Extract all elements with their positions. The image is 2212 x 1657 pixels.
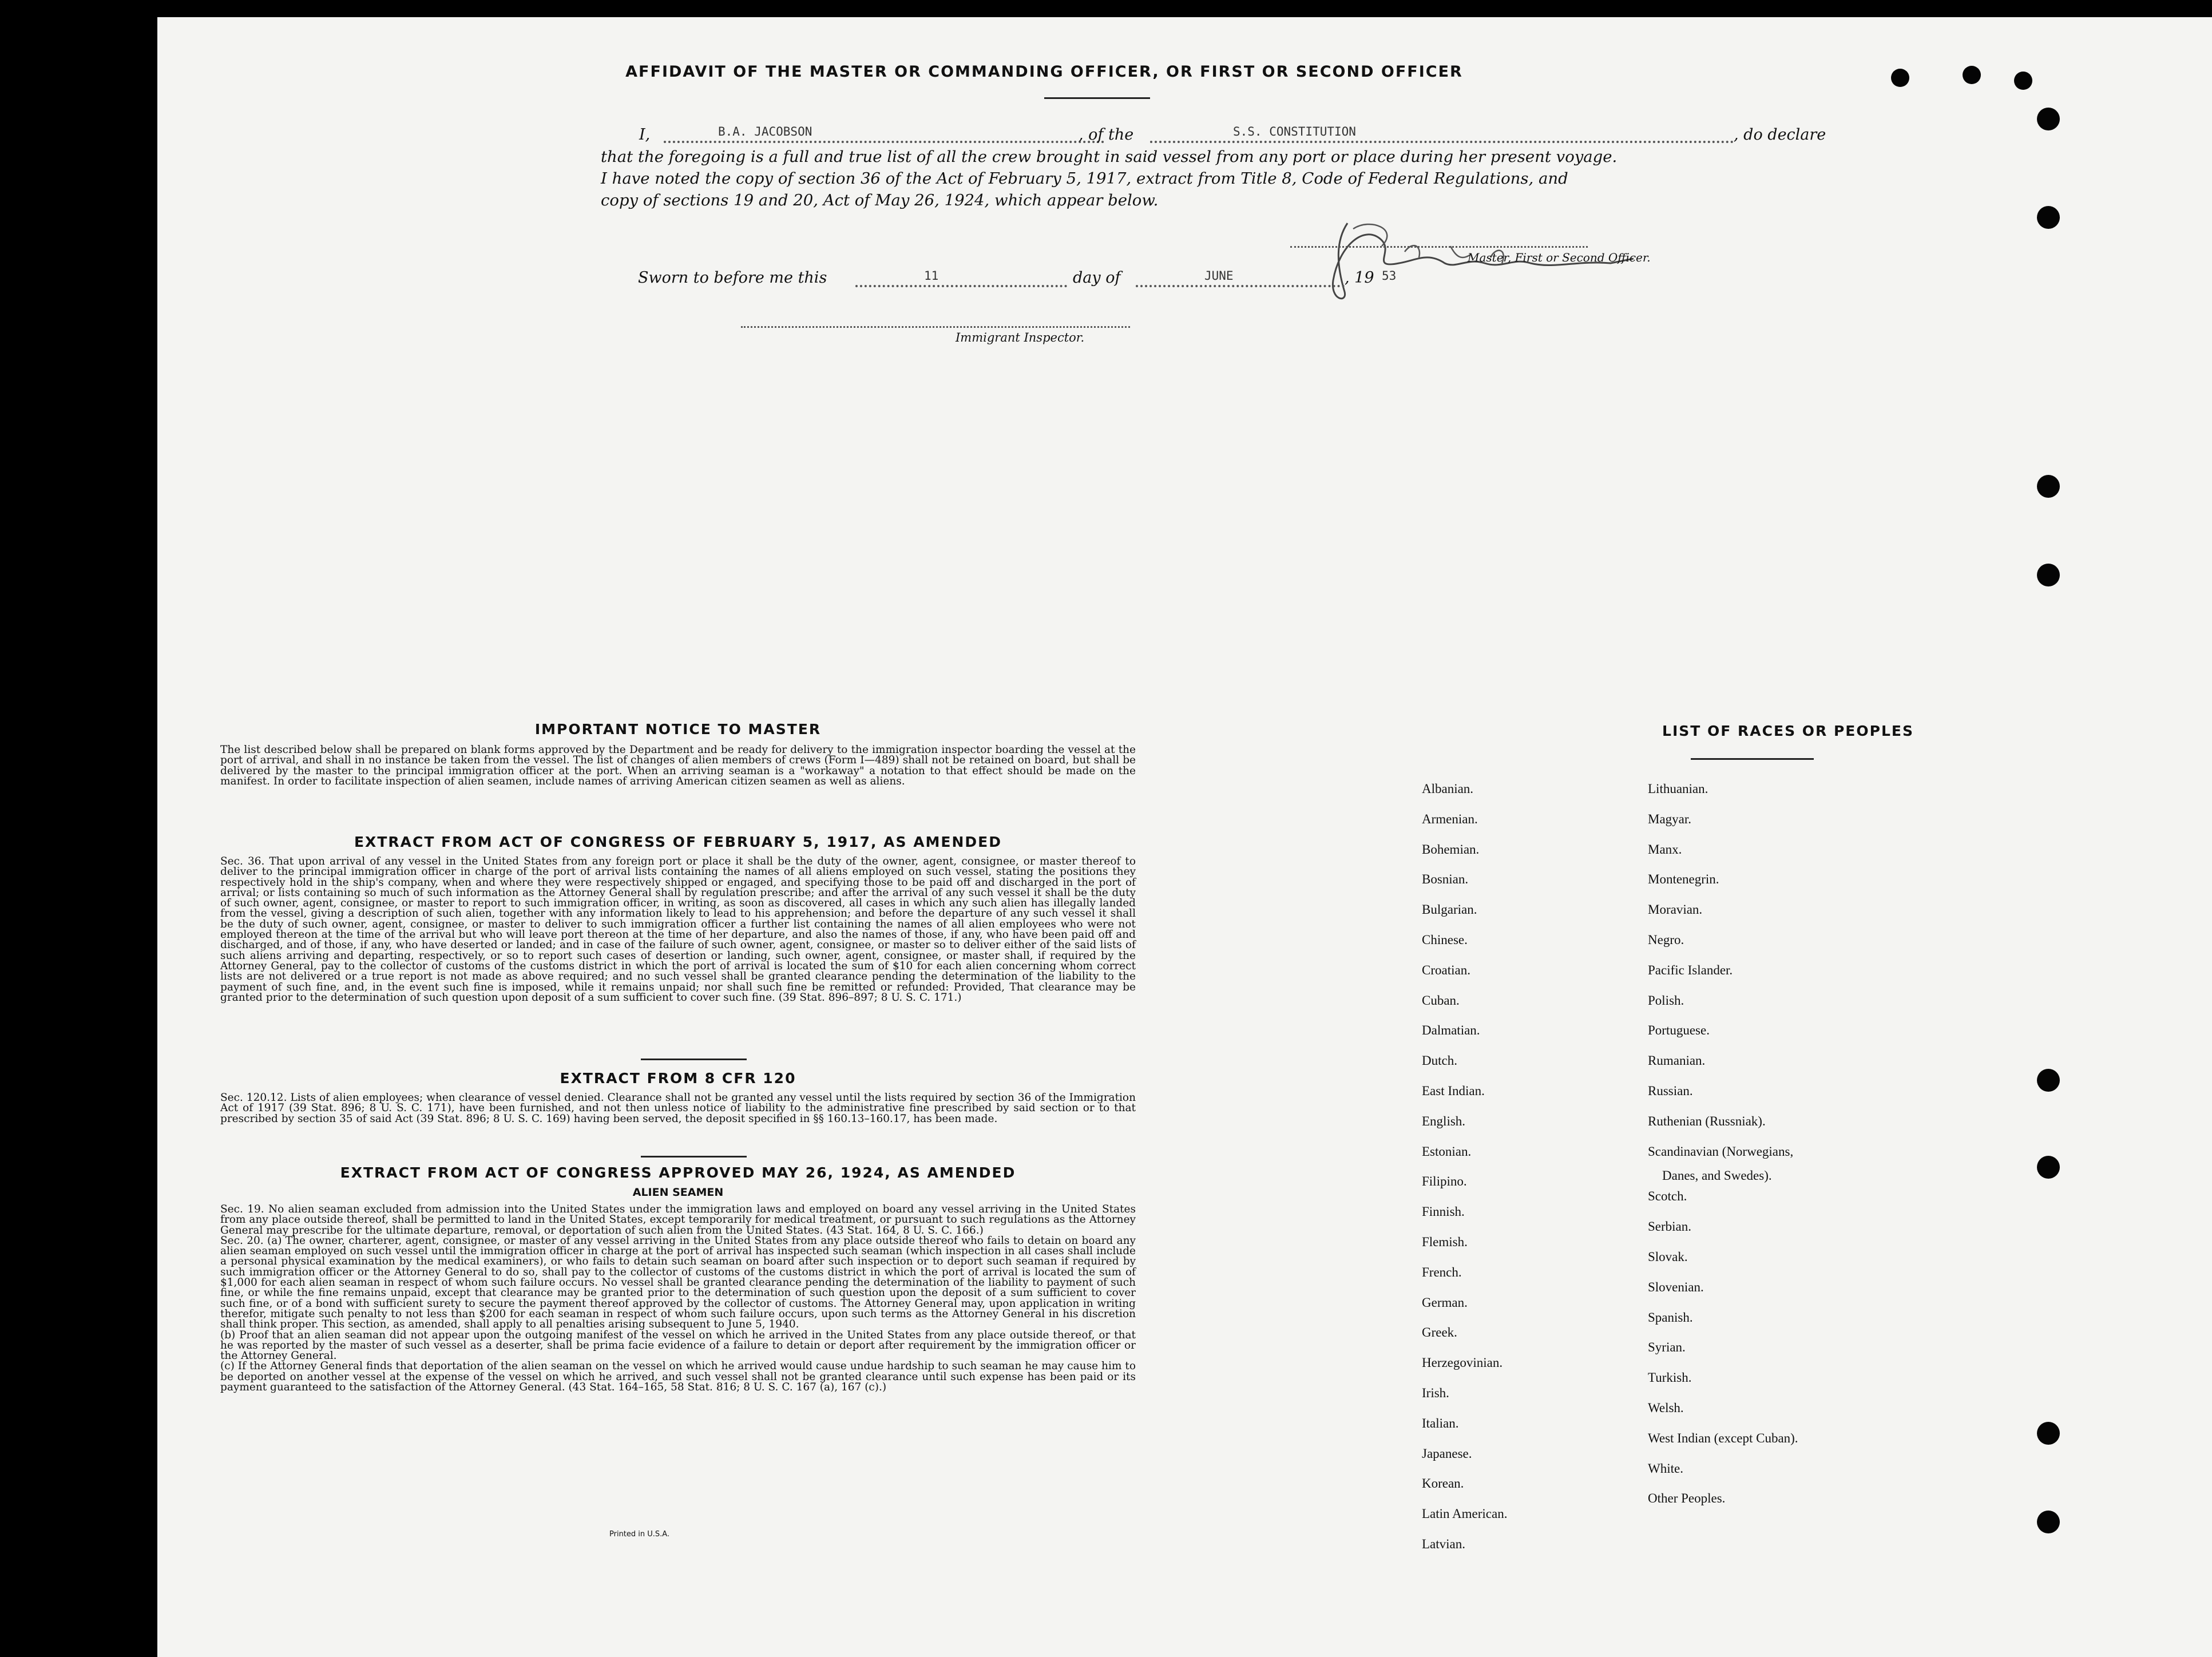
race-item: French. (1422, 1264, 1462, 1279)
punch-hole (2037, 1511, 2060, 1533)
divider-2 (641, 1156, 747, 1157)
punch-hole (2037, 564, 2060, 586)
race-item: Flemish. (1422, 1235, 1468, 1249)
punch-hole (2014, 72, 2032, 90)
race-item: Armenian. (1422, 811, 1478, 826)
sec-20b-text: (b) Proof that an alien seaman did not appear upon the outgoing manifest of the vessel on which he arrived in the United States from any place outside thereof, or that he was reported by the master of such vessel as a deserter, shall be prima facie evidence of a failure to detain or deport after requirement by the immigration officer or the Attorney General. (220, 1329, 1136, 1362)
punch-hole (2037, 206, 2060, 229)
signature-caption: Master, First or Second Officer. (1468, 251, 1651, 264)
race-item: Japanese. (1422, 1446, 1472, 1461)
affidavit-line-2: that the foregoing is a full and true list of all the crew brought in said vessel from any port or place during her present voyage. (601, 148, 1618, 166)
race-item: White. (1648, 1461, 1683, 1476)
sworn-year: 53 (1382, 269, 1397, 283)
race-item: Greek. (1422, 1325, 1457, 1340)
inspector-line (741, 326, 1130, 328)
alien-seamen-subtitle: ALIEN SEAMEN (632, 1186, 724, 1199)
race-item: Latin American. (1422, 1507, 1508, 1521)
extract-cfr-title: EXTRACT FROM 8 CFR 120 (560, 1070, 796, 1087)
sec-20a-text: Sec. 20. (a) The owner, charterer, agent, consignee, or master of any vessel arriving in the United States from any place outside thereof who fails to detain on board any alien seaman employed on such vessel until the immigration officer in charge at the port of arrival has inspected such seaman (which inspection in all cases shall include a personal physical examination by the medical examiners), or who fails to detain such seaman on board after such inspection or to deport such seaman if required by such immigration officer or the Attorney General to do so, shall pay to the collector of customs of the customs district in which the port of arrival is located the sum of $1,000 for each alien seaman in respect of whom such failure occurs. No vessel shall be granted clearance pending the determination of the liability to payment of such fine, or while the fine remains unpaid, except that clearance may be granted prior to the determination of such question upon the deposit of a sum sufficient to cover such fine, or of a bond with sufficient surety to secure the payment thereof approved by the collector of customs. The Attorney General may, upon application in writing therefor, mitigate such penalty to not less than $200 for each seaman in respect of whom such failure occurs, upon such terms as the Attorney General in his discretion shall think proper. This section, as amended, shall apply to all penalties arising subsequent to June 5, 1940. (220, 1234, 1136, 1331)
race-item: Estonian. (1422, 1144, 1472, 1159)
extract-cfr-text: Sec. 120.12. Lists of alien employees; when clearance of vessel denied. Clearance shall not be granted any vessel until the lists required by section 36 of the Immigration Act of 1917 (39 Stat. 896; 8 U. S. C. 171), have been furnished, and not then unless notice of liability to the administrative fine prescribed by said section or to that prescribed by section 35 of said Act (39 Stat. 896; 8 U. S. C. 169) having been served, the deposit specified in §§ 160.13–160.17, has been made. (220, 1092, 1136, 1125)
form-sheet (157, 17, 2212, 1657)
race-item: Dutch. (1422, 1053, 1457, 1068)
race-item: Bosnian. (1422, 872, 1469, 887)
punch-hole (2037, 1422, 2060, 1445)
race-item: Lithuanian. (1648, 782, 1708, 796)
i-label: I, (639, 126, 651, 144)
race-item: Slovak. (1648, 1250, 1688, 1264)
printed-in-usa: Printed in U.S.A. (609, 1530, 670, 1539)
race-item: Chinese. (1422, 933, 1468, 947)
punch-hole (2037, 108, 2060, 130)
race-item: Dalmatian. (1422, 1023, 1480, 1038)
punch-hole (1891, 69, 1909, 87)
race-item: Other Peoples. (1648, 1491, 1726, 1506)
affidavit-title: AFFIDAVIT OF THE MASTER OR COMMANDING OFFICER, OR FIRST OR SECOND OFFICER (625, 63, 1463, 81)
year-prefix: , 19 (1345, 269, 1374, 287)
do-declare-label: , do declare (1734, 126, 1826, 144)
sworn-month-line (1136, 285, 1345, 287)
race-item: Finnish. (1422, 1204, 1465, 1219)
inspector-caption: Immigrant Inspector. (956, 331, 1085, 344)
master-name: B.A. JACOBSON (718, 125, 812, 138)
race-item: Serbian. (1648, 1219, 1692, 1234)
sworn-day: 11 (924, 269, 939, 283)
race-item: Welsh. (1648, 1401, 1684, 1415)
races-divider (1691, 758, 1814, 760)
race-item: German. (1422, 1295, 1468, 1310)
race-item: Montenegrin. (1648, 872, 1719, 887)
race-item: Portuguese. (1648, 1023, 1710, 1038)
race-item: West Indian (except Cuban). (1648, 1430, 1798, 1445)
race-item: Magyar. (1648, 811, 1692, 826)
vessel-name-line (1150, 141, 1734, 143)
race-item: Bulgarian. (1422, 902, 1477, 917)
race-item: East Indian. (1422, 1084, 1485, 1098)
sworn-label: Sworn to before me this (638, 269, 827, 287)
race-item: Cuban. (1422, 993, 1460, 1008)
affidavit-line-4: copy of sections 19 and 20, Act of May 26, 1924, which appear below. (601, 191, 1159, 209)
race-item: Manx. (1648, 842, 1682, 857)
day-of-label: day of (1073, 269, 1121, 287)
race-item: Scotch. (1648, 1189, 1687, 1204)
extract-1917-title: EXTRACT FROM ACT OF CONGRESS OF FEBRUARY 5, 1917, AS AMENDED (354, 834, 1002, 850)
divider-1 (641, 1059, 747, 1060)
title-divider (1044, 97, 1150, 99)
race-item: English. (1422, 1113, 1466, 1128)
race-item: Herzegovinian. (1422, 1355, 1503, 1370)
race-item: Italian. (1422, 1416, 1459, 1430)
extract-1924-title: EXTRACT FROM ACT OF CONGRESS APPROVED MAY 26, 1924, AS AMENDED (340, 1164, 1016, 1181)
race-item: Croatian. (1422, 962, 1470, 977)
sec-20c-text: (c) If the Attorney General finds that deportation of the alien seaman on the vessel on which he arrived would cause undue hardship to such seaman he may cause him to be deported on another vessel at the expense of the vessel on which he arrived, and such vessel shall not be granted clearance until such expense has been paid or its payment guaranteed to the satisfaction of the Attorney General. (43 Stat. 164–165, 58 Stat. 816; 8 U. S. C. 167 (a), 167 (c).) (220, 1360, 1136, 1394)
punch-hole (2037, 1156, 2060, 1179)
race-item: Korean. (1422, 1476, 1464, 1491)
extract-1924-body (220, 1204, 1136, 1393)
race-item: Ruthenian (Russniak). (1648, 1113, 1766, 1128)
extract-1917-text: Sec. 36. That upon arrival of any vessel in the United States from any foreign port or place it shall be the duty of the owner, agent, consignee, or master thereof to deliver to the principal immigration officer in charge of the port of arrival lists containing the names of all aliens employed on such vessel, stating the positions they respectively hold in the ship's company, when and where they were respectively shipped or engaged, and specifying those to be paid off and discharged in the port of arrival; or lists containing so much of such information as the Attorney General shall by regulation prescribe; and after the arrival of any such vessel it shall be the duty of such owner, agent, consignee, or master to report to such immigration officer, in writing, as soon as discovered, all cases in which any such alien has illegally landed from the vessel, giving a description of such alien, together with any information likely to lead to his apprehension; and before the departure of any such vessel it shall be the duty of such owner, agent, consignee, or master to deliver to such immigration officer a further list containing the names of all alien employees who were not employed thereon at the time of the arrival but who will leave port thereon at the time of her departure, and also the names of those, if any, who have been paid off and discharged, and of those, if any, who have deserted or landed; and in case of the failure of such owner, agent, consignee, or master so to deliver either of the said lists of such aliens arriving and departing, respectively, or so to report such cases of desertion or landing, such owner, agent, consignee, or master shall, if required by the Attorney General, pay to the collector of customs of the customs district in which the port of arrival is located the sum of $10 for each alien concerning whom correct lists are not delivered or a true report is not made as above required; and no such vessel shall be granted clearance pending the determination of the liability to the payment of such fine, and, in the event such fine is imposed, while it remains unpaid; nor shall such fine be remitted or refunded: Provided, That clearance may be granted prior to the determination of such question upon deposit of a sum sufficient to cover such fine. (39 Stat. 896–897; 8 U. S. C. 171.) (220, 855, 1136, 1004)
of-the-label: , of the (1079, 126, 1134, 144)
notice-text: The list described below shall be prepared on blank forms approved by the Department and be ready for delivery to the immigration inspector boarding the vessel at the port of arrival, and shall in no instance be taken from the vessel. The list of changes of alien members of crews (Form I—489) shall not be retained on board, but shall be delivered by the master to the principal immigration officer at the port. When an arriving seaman is a "workaway" a notation to that effect should be made on the manifest. In order to facilitate inspection of alien seamen, include names of arriving American citizen seamen as well as aliens. (220, 744, 1136, 787)
race-item: Polish. (1648, 993, 1684, 1008)
race-item: Danes, and Swedes). (1662, 1168, 1772, 1183)
race-item: Slovenian. (1648, 1279, 1704, 1294)
race-item: Turkish. (1648, 1370, 1692, 1385)
race-item: Spanish. (1648, 1310, 1693, 1325)
race-item: Russian. (1648, 1084, 1693, 1098)
race-item: Moravian. (1648, 902, 1703, 917)
race-item: Latvian. (1422, 1537, 1465, 1551)
race-item: Syrian. (1648, 1340, 1686, 1355)
punch-hole (1963, 66, 1981, 84)
sworn-month: JUNE (1204, 269, 1234, 283)
race-item: Albanian. (1422, 782, 1474, 796)
race-item: Negro. (1648, 933, 1684, 947)
races-title: LIST OF RACES OR PEOPLES (1662, 723, 1914, 739)
race-item: Bohemian. (1422, 842, 1480, 857)
sec-19-text: Sec. 19. No alien seaman excluded from admission into the United States under the immigration laws and employed on board any vessel arriving in the United States from any place outside thereof, shall be permitted to land in the United States, except temporarily for medical treatment, or pursuant to such regulations as the Attorney General may prescribe for the ultimate departure, removal, or deportation of such alien from the United States. (43 Stat. 164, 8 U. S. C. 166.) (220, 1203, 1136, 1236)
race-item: Filipino. (1422, 1174, 1467, 1189)
signature-line (1290, 246, 1588, 248)
race-item: Irish. (1422, 1386, 1449, 1400)
race-item: Rumanian. (1648, 1053, 1706, 1068)
vessel-name: S.S. CONSTITUTION (1233, 125, 1356, 138)
master-name-line (664, 141, 1104, 143)
sworn-day-line (855, 285, 1067, 287)
race-item: Scandinavian (Norwegians, (1648, 1144, 1794, 1159)
race-item: Pacific Islander. (1648, 962, 1733, 977)
notice-title: IMPORTANT NOTICE TO MASTER (534, 721, 822, 738)
punch-hole (2037, 1069, 2060, 1092)
affidavit-line-3: I have noted the copy of section 36 of the Act of February 5, 1917, extract from Title 8, Code of Federal Regulations, and (601, 169, 1568, 188)
punch-hole (2037, 475, 2060, 498)
